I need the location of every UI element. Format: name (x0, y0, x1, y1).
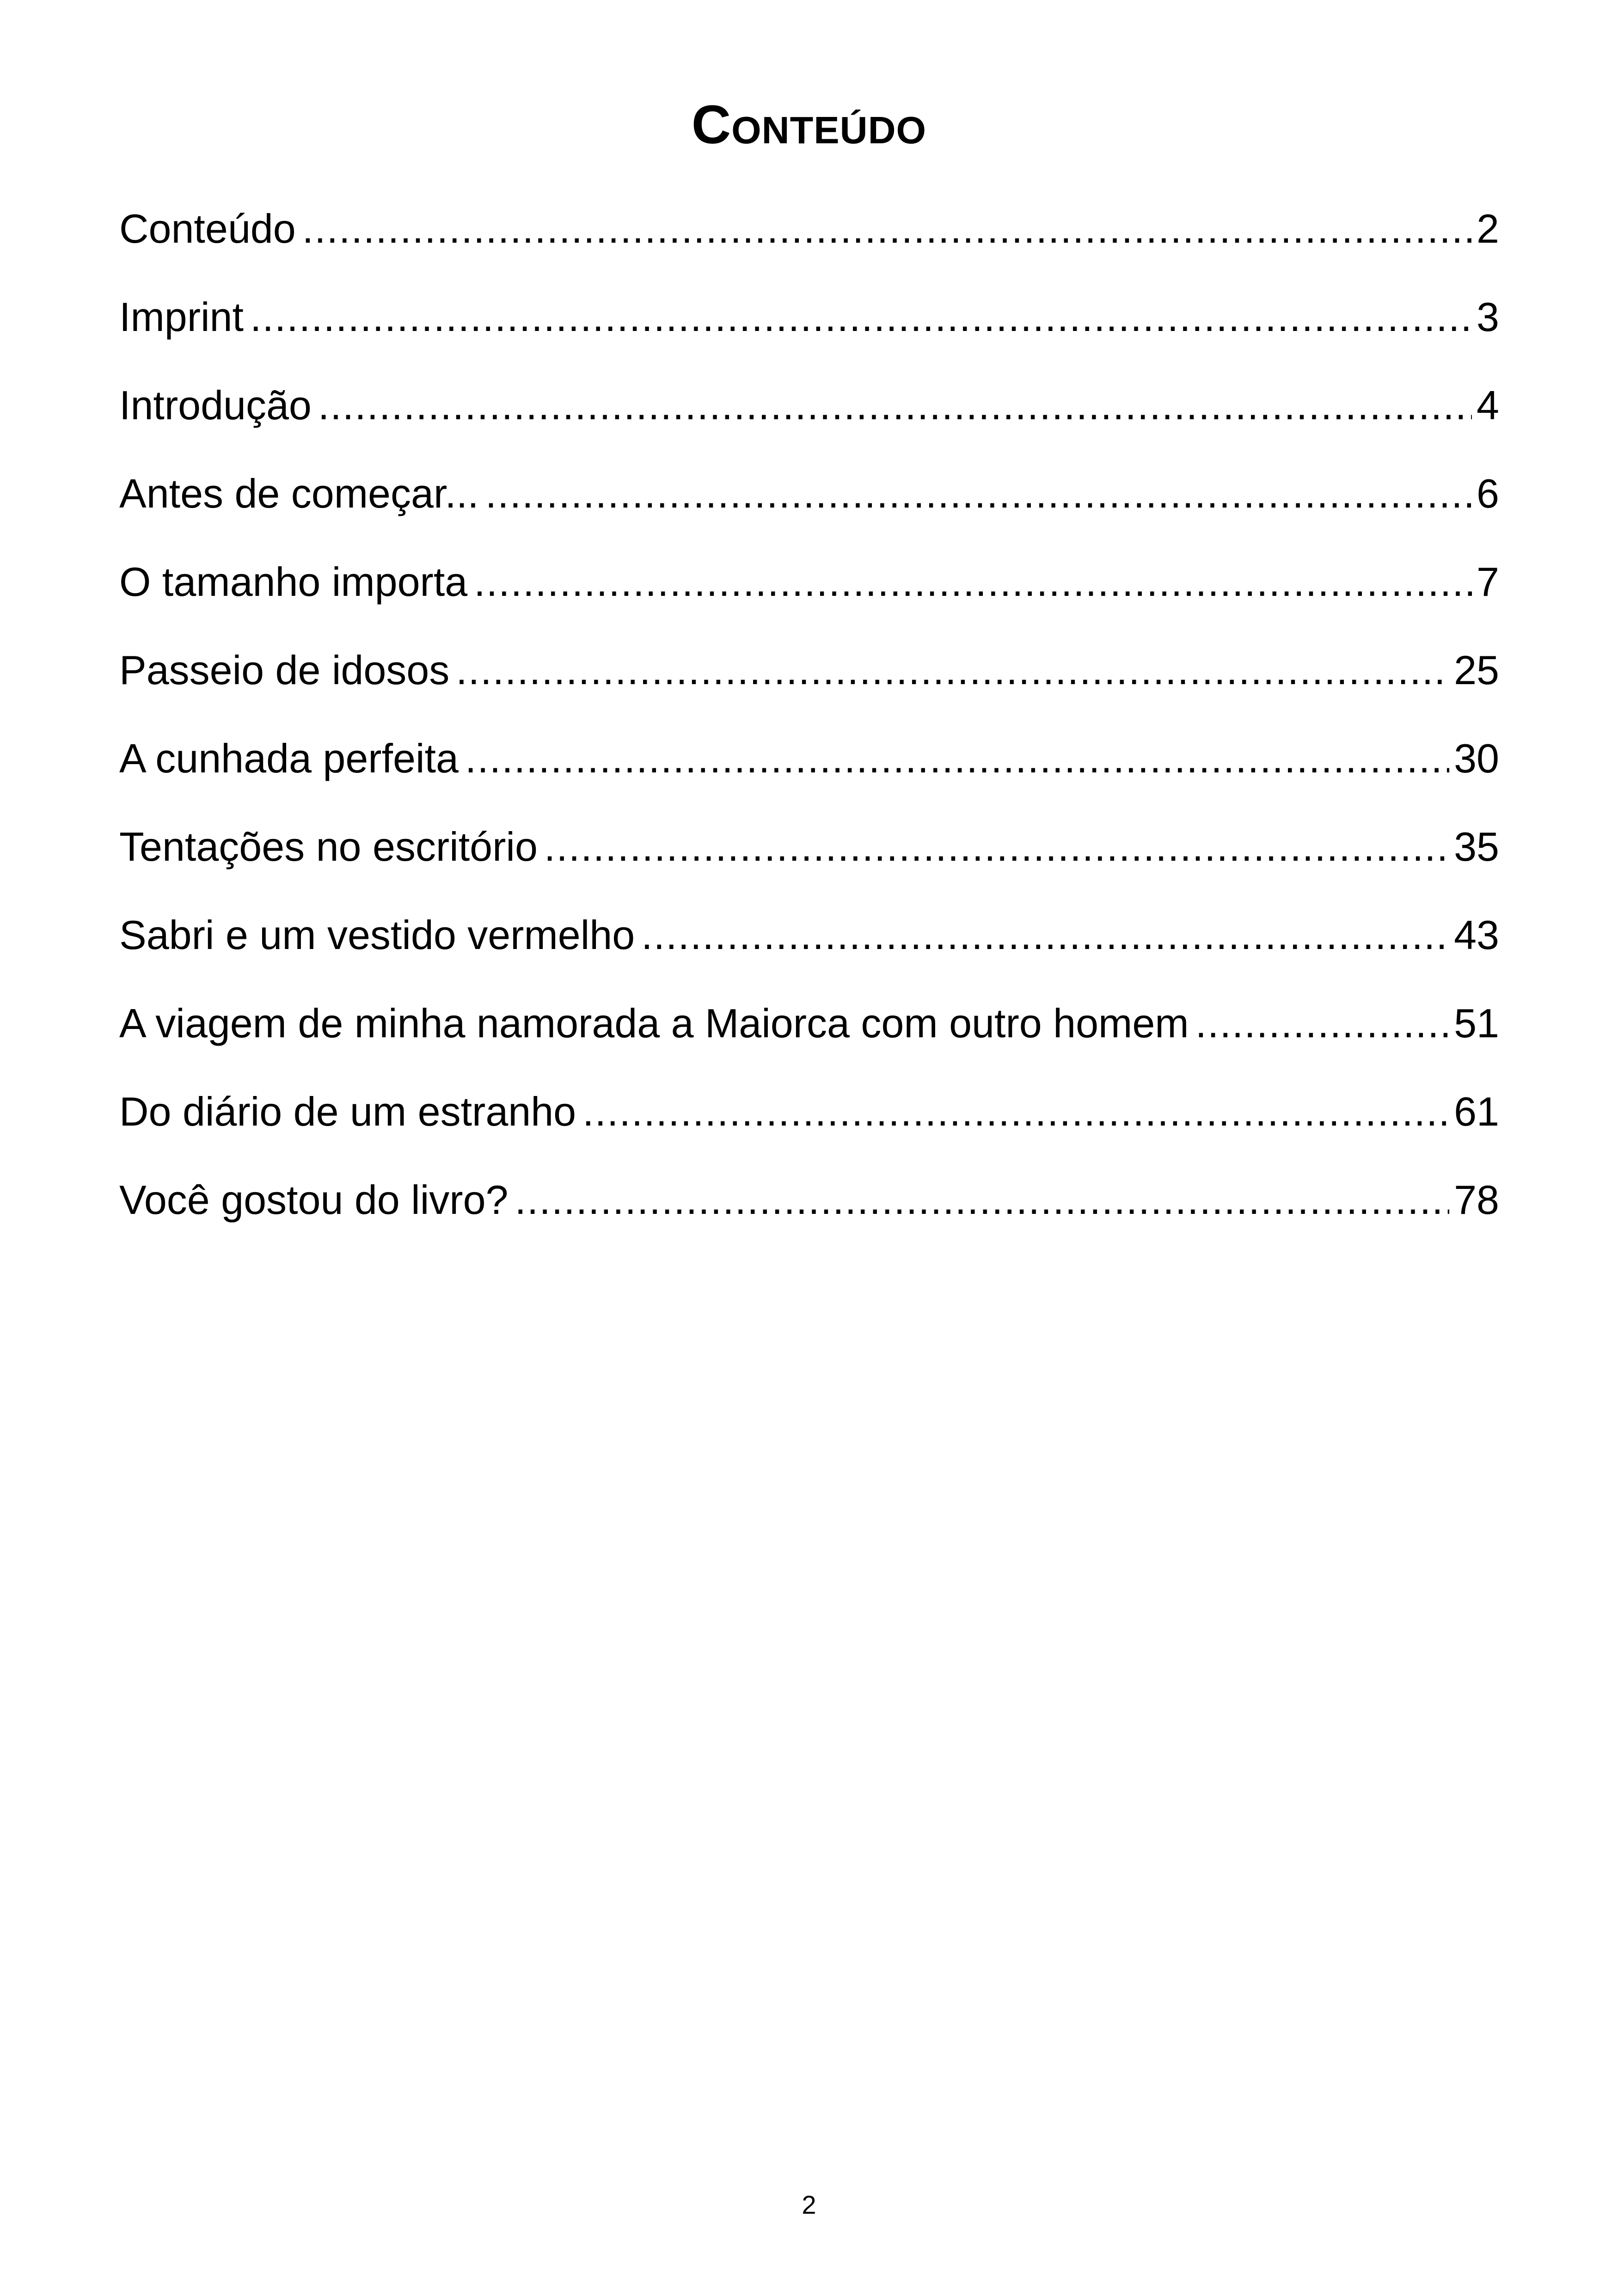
toc-entry[interactable] (119, 817, 1499, 905)
page-heading: Conteúdo (691, 94, 927, 155)
toc-dot-leader (544, 817, 1449, 877)
toc-dot-leader (250, 287, 1472, 347)
toc-entry[interactable] (119, 375, 1499, 464)
toc-dot-leader (302, 199, 1472, 259)
toc-entry-page: 7 (1477, 559, 1499, 605)
toc-entry-title: O tamanho importa (119, 559, 468, 605)
toc-entry[interactable] (119, 640, 1499, 729)
toc-entry-title: Sabri e um vestido vermelho (119, 912, 635, 958)
toc-dot-leader (641, 905, 1449, 965)
toc-dot-leader (318, 375, 1472, 435)
toc-entry[interactable] (119, 552, 1499, 640)
toc-entry[interactable] (119, 1170, 1499, 1258)
toc-entry-title: A cunhada perfeita (119, 735, 459, 781)
toc-entry-title: Tentações no escritório (119, 824, 538, 869)
toc-dot-leader (1195, 993, 1450, 1053)
toc-dot-leader (582, 1082, 1449, 1142)
toc-entry-page: 25 (1454, 647, 1499, 693)
toc-entry-title: Imprint (119, 294, 244, 340)
toc-entry-page: 43 (1454, 912, 1499, 958)
toc-entry[interactable] (119, 1082, 1499, 1170)
toc-dot-leader (456, 640, 1449, 700)
toc-entry-title: A viagem de minha namorada a Maiorca com outro homem (119, 1000, 1189, 1046)
toc-entry-page: 30 (1454, 735, 1499, 781)
toc-entry-page: 61 (1454, 1089, 1499, 1134)
toc-entry-page: 6 (1477, 471, 1499, 516)
toc-entry-page: 2 (1477, 206, 1499, 251)
toc-entry[interactable] (119, 993, 1499, 1082)
toc-entry[interactable] (119, 729, 1499, 817)
toc-entry-title: Passeio de idosos (119, 647, 450, 693)
toc-dot-leader (485, 464, 1472, 524)
toc-entry-title: Antes de começar... (119, 471, 479, 516)
toc-entry-page: 3 (1477, 294, 1499, 340)
toc-entry[interactable] (119, 905, 1499, 993)
toc-entry-title: Você gostou do livro? (119, 1177, 509, 1223)
toc-entry[interactable] (119, 287, 1499, 375)
toc-dot-leader (465, 729, 1449, 789)
toc-entry-page: 35 (1454, 824, 1499, 869)
table-of-contents (119, 199, 1499, 1258)
toc-entry-title: Do diário de um estranho (119, 1089, 576, 1134)
page-number: 2 (802, 2190, 816, 2219)
toc-entry[interactable] (119, 199, 1499, 287)
toc-dot-leader (515, 1170, 1449, 1230)
toc-entry-title: Introdução (119, 382, 312, 428)
toc-entry[interactable] (119, 464, 1499, 552)
toc-entry-title: Conteúdo (119, 206, 296, 251)
toc-entry-page: 4 (1477, 382, 1499, 428)
toc-entry-page: 78 (1454, 1177, 1499, 1223)
toc-dot-leader (474, 552, 1472, 612)
toc-entry-page: 51 (1454, 1000, 1499, 1046)
